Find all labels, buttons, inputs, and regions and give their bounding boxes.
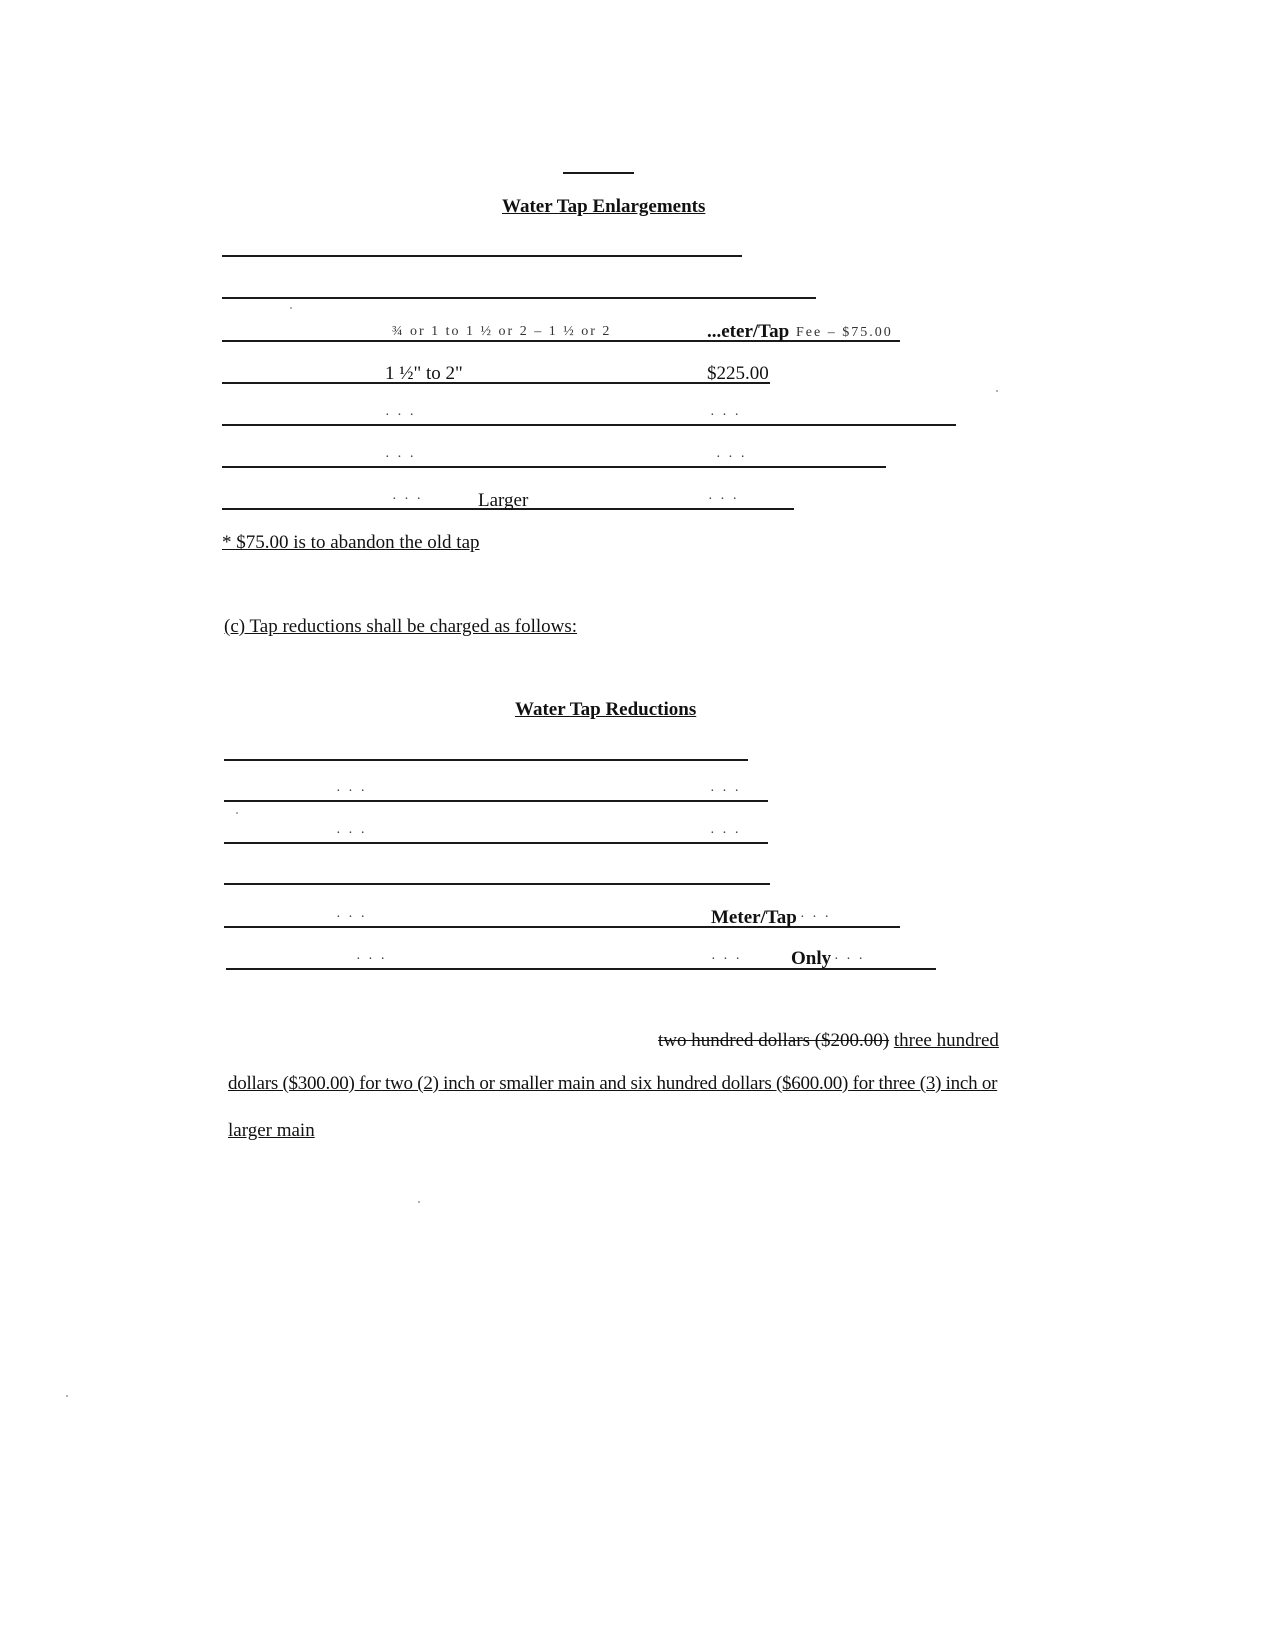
enlargements-header-rule-2: [222, 297, 816, 299]
enlargements-row-2-rule: [222, 382, 770, 384]
reductions-spacer-rule: [224, 883, 770, 885]
reductions-row-3-label: Meter/Tap: [711, 907, 797, 928]
scan-speck: [290, 307, 292, 309]
reductions-row-1-size: · · ·: [336, 784, 367, 799]
reductions-row-1-value: · · ·: [710, 784, 741, 799]
reductions-header-rule: [224, 759, 748, 761]
enlargements-row-5-size-prefix: · · ·: [392, 492, 423, 507]
paragraph-line-3: larger main: [228, 1120, 315, 1141]
enlargements-header-rule-1: [222, 255, 742, 257]
scan-speck: [418, 1201, 420, 1203]
enlargements-row-3-rule: [222, 424, 956, 426]
enlargements-row-2-value: $225.00: [707, 363, 769, 384]
enlargements-row-2-size: 1 ½" to 2": [385, 363, 463, 384]
reductions-row-4-value: · · ·: [834, 952, 865, 967]
scan-speck: [236, 812, 238, 814]
scan-speck: [996, 390, 998, 392]
top-short-rule: [563, 172, 634, 174]
reductions-intro: (c) Tap reductions shall be charged as follows:: [224, 616, 578, 637]
paragraph-inserted-text: three hundred: [893, 1030, 999, 1051]
enlargements-row-1-size: ¾ or 1 to 1 ½ or 2 – 1 ½ or 2: [392, 324, 612, 339]
enlargements-row-3-value: · · ·: [710, 408, 741, 423]
paragraph-struck-text: two hundred dollars ($200.00): [658, 1030, 890, 1051]
enlargements-row-1-label: ...eter/Tap: [707, 321, 790, 342]
reductions-row-2-size: · · ·: [336, 826, 367, 841]
paragraph-line-1: [658, 1030, 999, 1052]
reductions-row-2-value: · · ·: [710, 826, 741, 841]
enlargements-row-3-size: · · ·: [385, 408, 416, 423]
paragraph-line-2: dollars ($300.00) for two (2) inch or smaller main and six hundred dollars ($600.00) for three (3) inch or: [228, 1073, 998, 1094]
scan-speck: [66, 1395, 68, 1397]
enlargements-row-1-value: Fee – $75.00: [796, 325, 893, 340]
enlargements-row-4-size: · · ·: [385, 450, 416, 465]
reductions-row-4-value-prefix: · · ·: [711, 952, 742, 967]
enlargements-row-5-size: Larger: [478, 490, 529, 511]
enlargements-footnote: * $75.00 is to abandon the old tap: [222, 532, 480, 553]
reductions-row-3-value: · · ·: [800, 910, 831, 925]
reductions-row-3-rule: [224, 926, 900, 928]
enlargements-row-4-rule: [222, 466, 886, 468]
enlargements-title: Water Tap Enlargements: [502, 196, 706, 217]
reductions-row-3-size: · · ·: [336, 910, 367, 925]
enlargements-row-4-value: · · ·: [716, 450, 747, 465]
reductions-title: Water Tap Reductions: [515, 699, 697, 720]
reductions-row-2-rule: [224, 842, 768, 844]
enlargements-row-5-value: · · ·: [708, 492, 739, 507]
reductions-row-4-size: · · ·: [356, 952, 387, 967]
reductions-row-1-rule: [224, 800, 768, 802]
reductions-row-4-label: Only: [791, 948, 832, 969]
